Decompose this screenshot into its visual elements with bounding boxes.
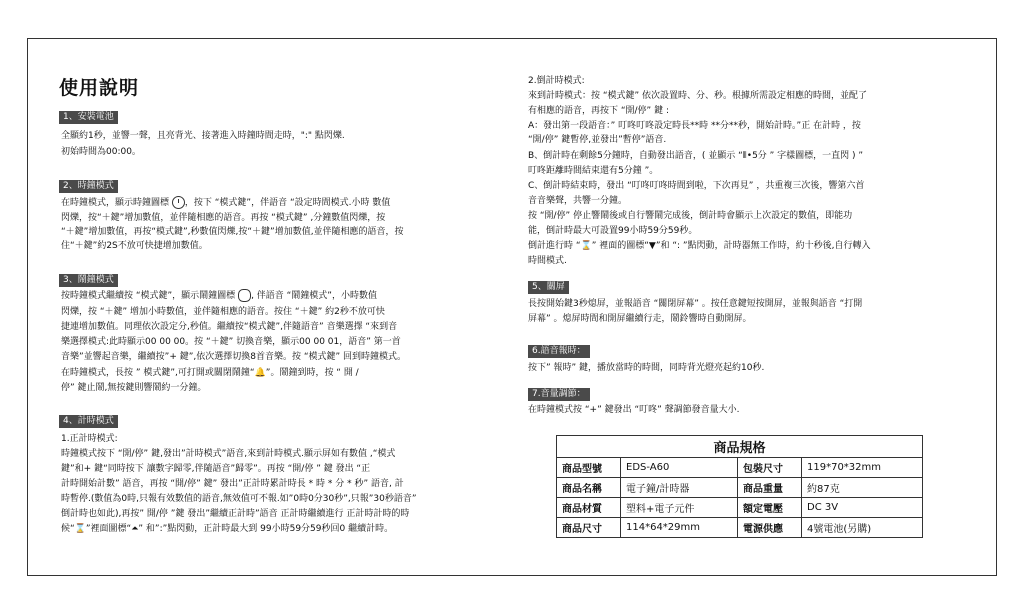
countdown-text-line-6: B、倒計時在剩餘5分鐘時，自動發出語音，( 並顯示 “⦀•5分 ” 字樣圖標，一直閃 ) ” bbox=[528, 151, 864, 161]
section-text-clock-line-2: 閃爍，按“＋鍵”增加數值，並伴隨相應的語音。再按 “模式鍵” ,分鐘數值閃爍，按 bbox=[61, 213, 386, 223]
clock-icon bbox=[172, 196, 185, 209]
section-text-alarm-line-4: 樂選擇模式:此時顯示00 00 00。按 “＋鍵” 切換音樂，顯示00 00 01，語音” 第一首 bbox=[61, 337, 401, 347]
table-row bbox=[557, 478, 923, 498]
spec-cell: 119*70*32mm bbox=[802, 458, 923, 478]
section-text-timer-line-4: 計時開始計數” 語音，再按 “開/停” 鍵” 發出”正計時累計時長 * 時 * 分 * 秒” 語音, 計 bbox=[61, 479, 404, 489]
section-text-timer-line-3: 鍵”和+ 鍵“同時按下 讓數字歸零,伴隨語音”歸零”。再按 “開/停 ” 鍵 發出 “正 bbox=[61, 464, 371, 474]
section-heading-screen-off: 5、關屏 bbox=[528, 281, 569, 294]
section-text-alarm-line-2: 閃爍，按 “＋鍵” 增加小時數值，並伴隨相應的語音。按住 “＋鍵” 約2秒不放可快 bbox=[61, 307, 385, 317]
section-text-screen-off-line-1: 長按開始鍵3秒熄屏，並報語音 “關閉屏幕” 。按任意鍵短按開屏，並報與語音 “打開 bbox=[528, 299, 863, 309]
section-heading-timer: 4、計時模式 bbox=[59, 415, 118, 428]
countdown-text-line-10: 按 “開/停” 停止響鬧後或自行響鬧完成後，倒計時會顯示上次設定的數值，即能功 bbox=[528, 211, 853, 221]
spec-cell: 電源供應 bbox=[738, 518, 802, 538]
section-text-voice-time: 按下” 報時” 鍵，播放當時的時間，同時背光燈亮起約10秒. bbox=[528, 363, 765, 373]
section-text-volume: 在時鐘模式按 “+” 鍵發出 “叮咚” 聲調節發音量大小. bbox=[528, 405, 740, 415]
page-title: 使用說明 bbox=[59, 77, 140, 99]
spec-cell: 塑料+電子元件 bbox=[621, 498, 738, 518]
countdown-text-line-1: 2.倒計時模式: bbox=[528, 76, 585, 86]
section-text-alarm-line-6: 在時鐘模式，長按 ” 模式鍵”,可打開或關閉鬧鐘“🔔”。鬧鐘到時，按 “ 開 / bbox=[61, 368, 359, 378]
section-text-timer-line-5: 時暫停.(數值為0時,只報有效數值的語音,無效值可不報.如”0時0分30秒”,只報”30秒語音” bbox=[61, 494, 417, 504]
spec-cell: 約87克 bbox=[802, 478, 923, 498]
section-text-battery-line-2: 初始時間為00:00。 bbox=[61, 147, 141, 157]
countdown-text-line-13: 時間模式. bbox=[528, 256, 567, 266]
section-text-alarm-line-3: 捷連增加數值。同理依次設定分,秒值。繼續按“模式鍵”,伴隨語音” 音樂選擇 “來到音 bbox=[61, 322, 398, 332]
section-text-alarm-line-1: 按時鐘模式繼續按 “模式鍵”，顯示鬧鐘圖標 , 伴語音 “鬧鐘模式”，小時數值 bbox=[61, 291, 377, 301]
section-text-timer-line-1: 1.正計時模式: bbox=[61, 434, 118, 444]
spec-cell: EDS-A60 bbox=[621, 458, 738, 478]
countdown-text-line-9: 音音樂聲，共響一分鐘。 bbox=[528, 196, 628, 206]
spec-cell: 額定電壓 bbox=[738, 498, 802, 518]
table-row bbox=[557, 458, 923, 478]
spec-cell: 電子鐘/計時器 bbox=[621, 478, 738, 498]
table-row bbox=[557, 498, 923, 518]
spec-cell: 114*64*29mm bbox=[621, 518, 738, 538]
spec-cell: 商品尺寸 bbox=[557, 518, 621, 538]
spec-table bbox=[556, 435, 923, 538]
alarm-clock-icon bbox=[238, 289, 251, 302]
section-text-timer-line-6: 倒計時也如此),再按” 開/停 ”鍵 發出”繼續正計時”語音 正計時繼續進行 正計時計時的時 bbox=[61, 509, 410, 519]
section-text-timer-line-7: 候“⌛”裡面圖標“⏶” 和”:”點閃動，正計時最大到 99小時59分59秒回0 繼續計時。 bbox=[61, 524, 394, 534]
spec-cell: 商品名稱 bbox=[557, 478, 621, 498]
spec-cell: 商品重量 bbox=[738, 478, 802, 498]
section-text-clock-line-3: “＋鍵”增加數值，再按“模式鍵”,秒數值閃爍,按“＋鍵”增加數值,並伴隨相應的語音，按 bbox=[61, 227, 404, 237]
countdown-text-line-2: 來到計時模式：按 “模式鍵” 依次設置時、分、秒。根據所需設定相應的時間，並配了 bbox=[528, 91, 868, 101]
section-text-clock-line-1: 在時鐘模式，顯示時鐘圖標 ，按下 “模式鍵”，伴語音 “設定時間模式.小時 數值 bbox=[61, 198, 391, 208]
section-heading-alarm: 3、鬧鐘模式 bbox=[59, 274, 118, 287]
section-text-battery-line-1: 全顯約1秒，並響一聲，且亮背光、接著進入時鐘時間走時，":" 點閃爍. bbox=[61, 131, 345, 141]
spec-cell: 商品型號 bbox=[557, 458, 621, 478]
spec-cell: 包裝尺寸 bbox=[738, 458, 802, 478]
spec-table-caption: 商品規格 bbox=[557, 436, 923, 458]
spec-cell: DC 3V bbox=[802, 498, 923, 518]
section-text-alarm-line-7: 停” 鍵止鬧,無按鍵則響鬧約一分鐘。 bbox=[61, 383, 207, 393]
section-heading-voice-time: 6.語音報時： bbox=[528, 345, 590, 358]
spec-cell: 4號電池(另購) bbox=[802, 518, 923, 538]
section-heading-battery: 1、安裝電池 bbox=[59, 111, 118, 124]
countdown-text-line-11: 能，倒計時最大可設置99小時59分59秒。 bbox=[528, 226, 698, 236]
table-row bbox=[557, 518, 923, 538]
countdown-text-line-12: 倒計進行時 “⌛” 裡面的圖標“▼”和 “: ”點閃動，計時器無工作時，約十秒後,自行轉入 bbox=[528, 241, 871, 251]
section-text-timer-line-2: 時鐘模式按下 “開/停” 鍵,發出”計時模式”語音,來到計時模式.顯示屏如有數值 ,“模式 bbox=[61, 449, 396, 459]
section-heading-volume: 7.音量調節： bbox=[528, 388, 590, 401]
section-text-alarm-line-5: 音樂”並響起音樂，繼續按”+ 鍵”,依次選擇切換8首音樂。按 “模式鍵” 回到時鐘模式。 bbox=[61, 352, 407, 362]
countdown-text-line-5: “開/停” 鍵暫停,並發出”暫停”語音. bbox=[528, 135, 667, 145]
countdown-text-line-3: 有相應的語音，再按下 “開/停” 鍵 : bbox=[528, 106, 669, 116]
countdown-text-line-4: A：發出第一段語音：” 叮咚叮咚設定時長**時 **分**秒，開始計時。”正 在計時 ，按 bbox=[528, 121, 861, 131]
countdown-text-line-7: 叮咚距離時間結束還有5分鐘 ”。 bbox=[528, 166, 659, 176]
countdown-text-line-8: C、倒計時結束時，發出 “叮咚叮咚時間到啦，下次再見” ，共重複三次後，響第六首 bbox=[528, 181, 865, 191]
section-heading-clock: 2、時鐘模式 bbox=[59, 180, 118, 193]
section-text-screen-off-line-2: 屏幕” 。熄屏時間和開屏繼續行走，鬧鈴響時自動開屏。 bbox=[528, 314, 752, 324]
section-text-clock-line-4: 住“＋鍵”約2S不放可快捷增加數值。 bbox=[61, 241, 208, 251]
spec-cell: 商品材質 bbox=[557, 498, 621, 518]
